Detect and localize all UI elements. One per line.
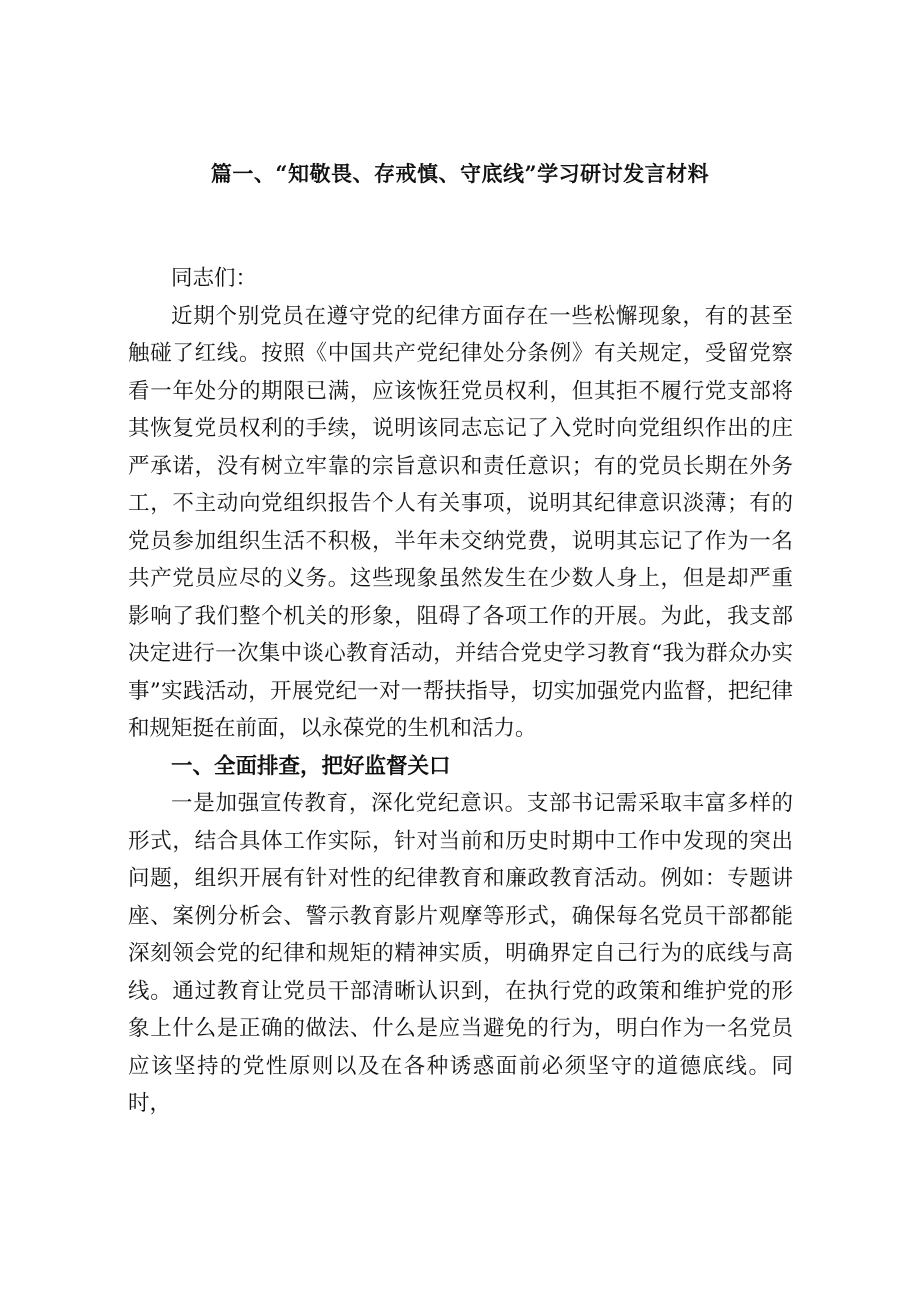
intro-paragraph: 近期个别党员在遵守党的纪律方面存在一些松懈现象，有的甚至触碰了红线。按照《中国共产党纪律处分条例》有关规定，受留党察看一年处分的期限已满，应该恢狂党员权利，但其拒不履行党支部将其恢复党员权利的手续，说明该同志忘记了入党时向党组织作出的庄严承诺，没有树立牢靠的宗旨意识和责任意识；有的党员长期在外务工，不主动向党组织报告个人有关事项，说明其纪律意识淡薄；有的党员参加组织生活不积极，半年未交纳党费，说明其忘记了作为一名共产党员应尽的义务。这些现象虽然发生在少数人身上，但是却严重影响了我们整个机关的形象，阻碍了各项工作的开展。为此，我支部决定进行一次集中谈心教育活动，并结合党史学习教育“我为群众办实事”实践活动，开展党纪一对一帮扶指导，切实加强党内监督，把纪律和规矩挺在前面，以永葆党的生机和活力。 bbox=[128, 303, 793, 741]
section-heading: 一、全面排查，把好监督关口 bbox=[171, 753, 451, 779]
section-paragraph: 一是加强宣传教育，深化党纪意识。支部书记需采取丰富多样的形式，结合具体工作实际，针对当前和历史时期中工作中发现的突出问题，组织开展有针对性的纪律教育和廉政教育活动。例如：专题讲座、案例分析会、警示教育影片观摩等形式，确保每名党员干部都能深刻领会党的纪律和规矩的精神实质，明确界定自己行为的底线与高线。通过教育让党员干部清晰认识到，在执行党的政策和维护党的形象上什么是正确的做法、什么是应当避免的行为，明白作为一名党员应该坚持的党性原则以及在各种诱惑面前必须坚守的道德底线。同时， bbox=[128, 791, 793, 1116]
document-body bbox=[128, 260, 793, 1123]
salutation: 同志们： bbox=[171, 266, 258, 291]
document-title: 篇一、“知敬畏、存戒慎、守底线”学习研讨发言材料 bbox=[210, 161, 710, 186]
